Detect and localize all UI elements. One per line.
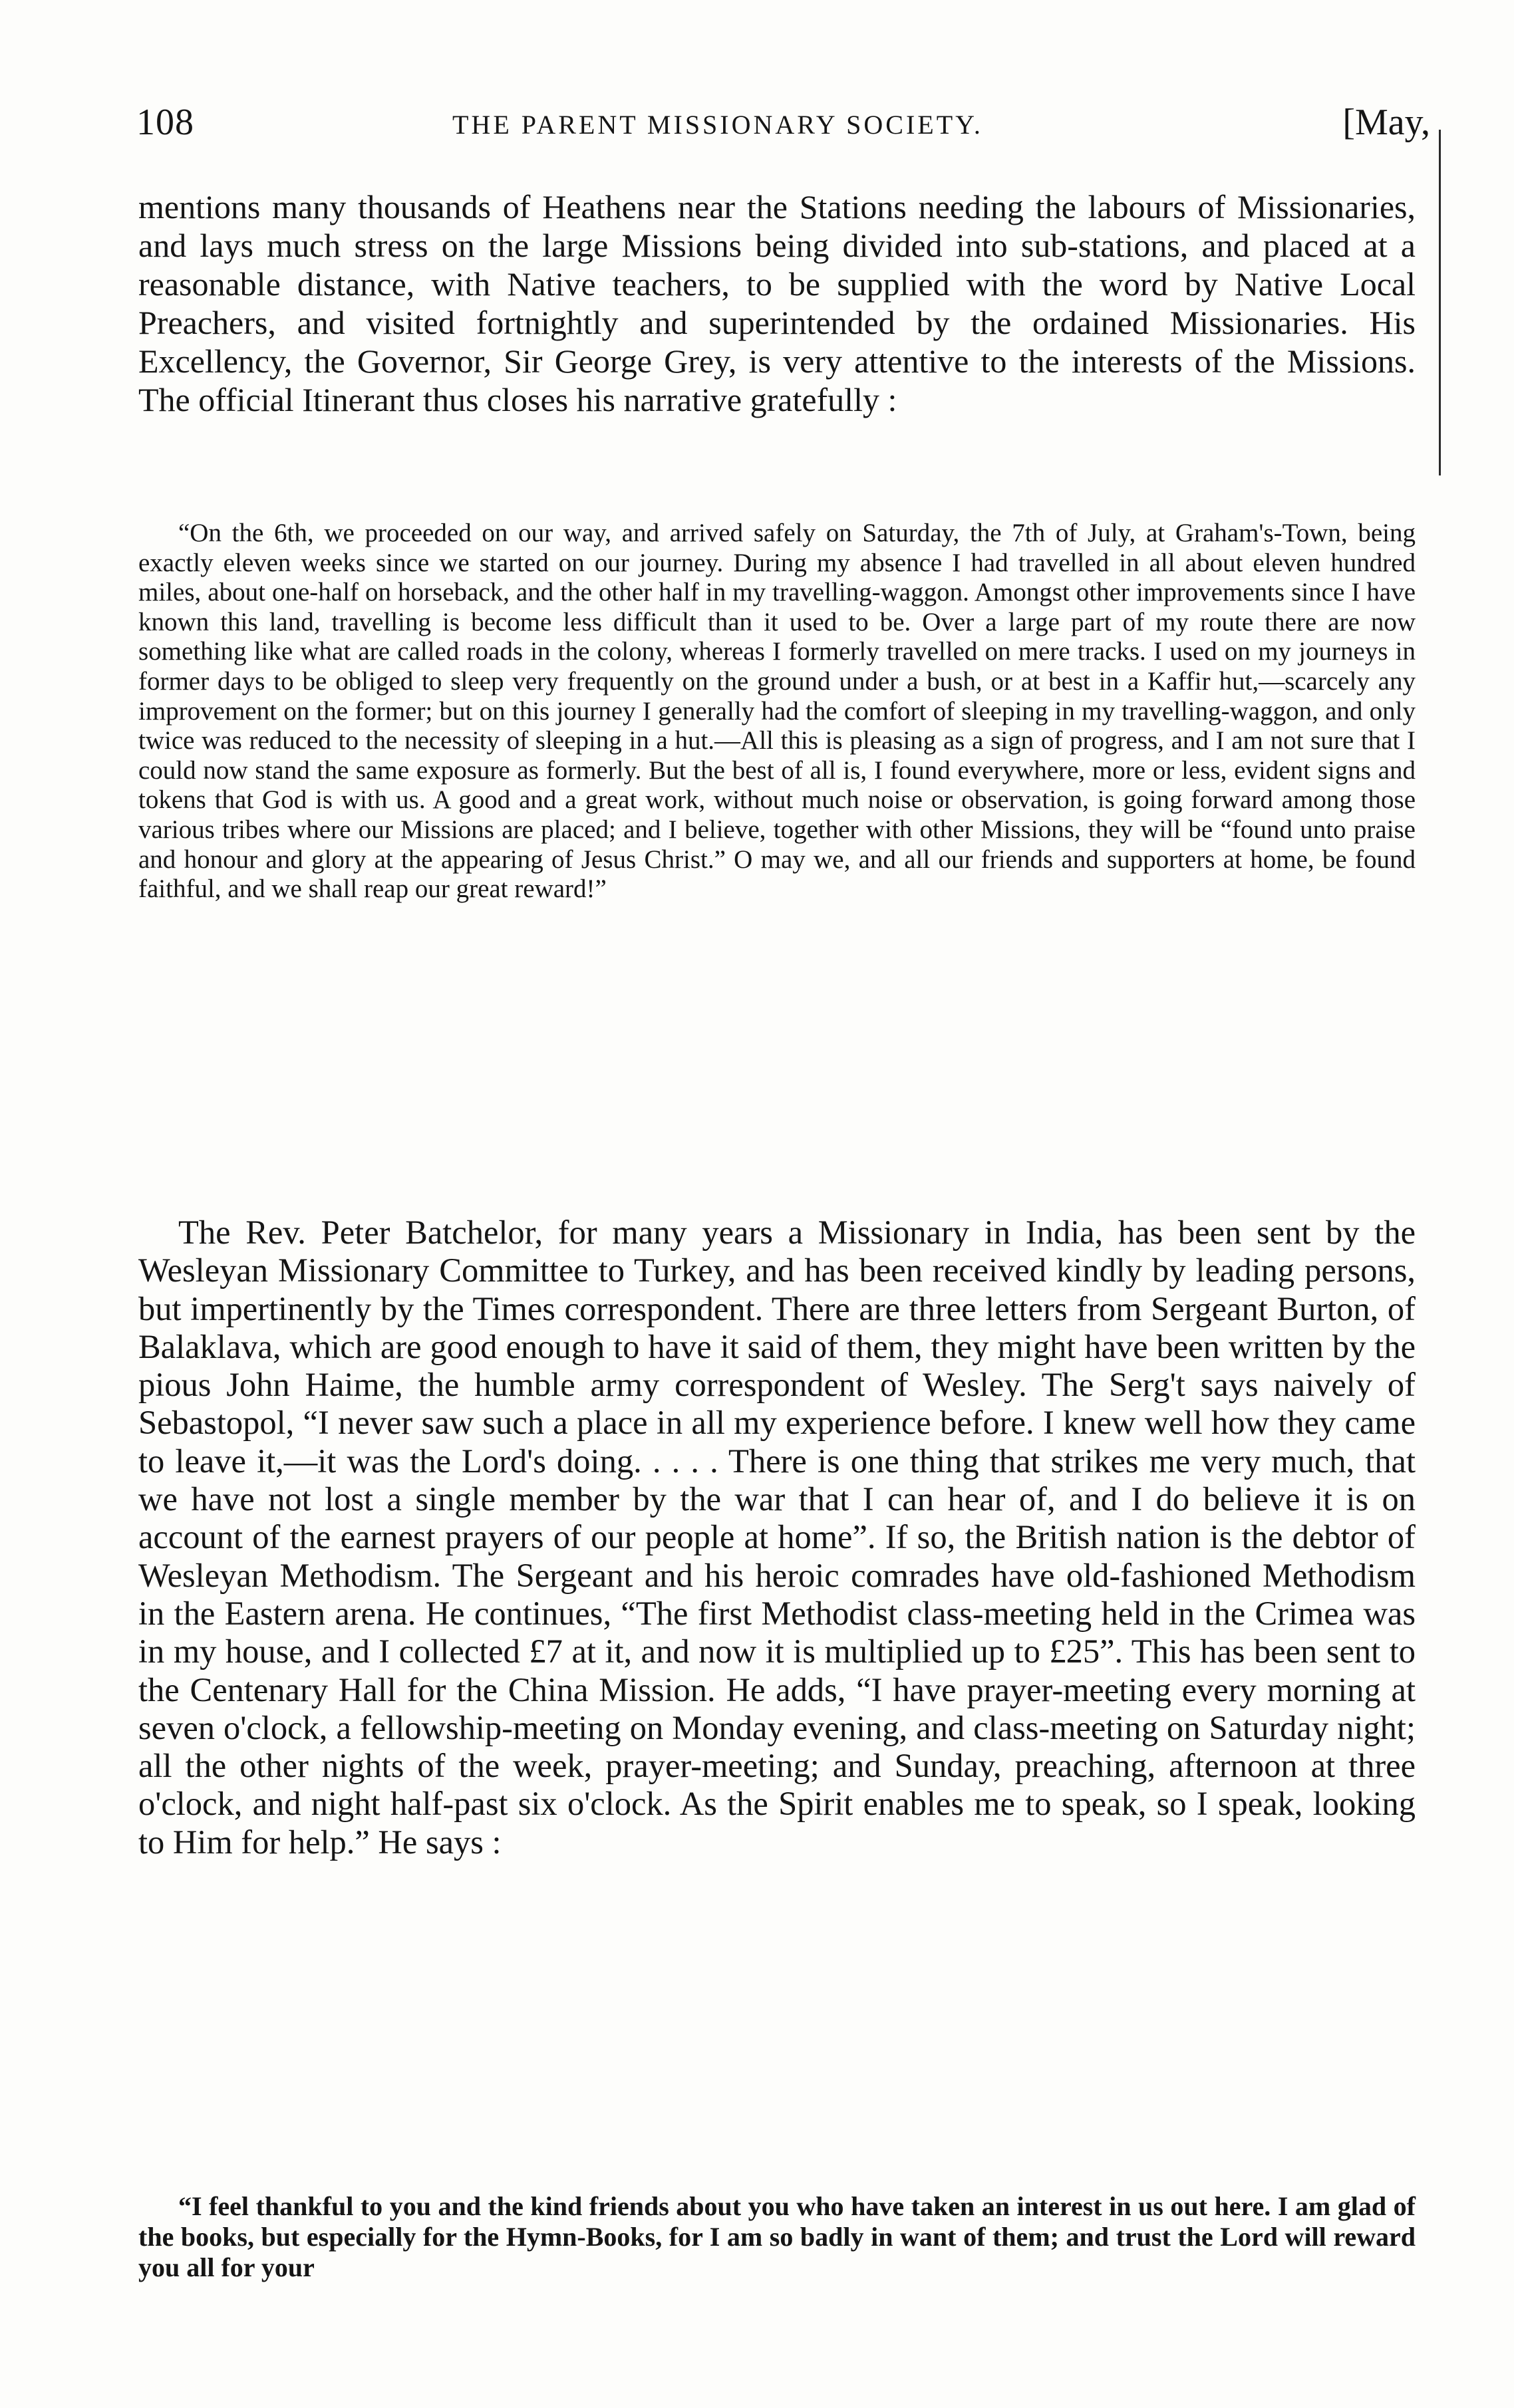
paragraph-batchelor: The Rev. Peter Batchelor, for many years a Missionary in India, has been sent by the Wesleyan Missionary Committee to Turkey, and has been received kindly by leading persons, but impertinently by the Times correspondent. There are three letters from Sergeant Burton, of Balaklava, which are good enough to have it said of them, they might have been written by the pious John Haime, the humble army correspondent of Wesley. The Serg't says naively of Sebastopol, “I never saw such a place in all my experience before. I knew well how they came to leave it,—it was the Lord's doing. . . . . There is one thing that strikes me very much, that we have not lost a single member by the war that I can hear of, and I do believe it is on account of the earnest prayers of our people at home”. If so, the British nation is the debtor of Wesleyan Methodism. The Sergeant and his heroic comrades have old-fashioned Methodism in the Eastern arena. He continues, “The first Methodist class-meeting held in the Crimea was in my house, and I collected £7 at it, and now it is multiplied up to £25”. This has been sent to the Centenary Hall for the China Mission. He adds, “I have prayer-meeting every morning at seven o'clock, a fellowship-meeting on Monday evening, and class-meeting on Saturday night; all the other nights of the week, prayer-meeting; and Sunday, preaching, afternoon at three o'clock, and night half-past six o'clock. As the Spirit enables me to speak, so I speak, looking to Him for help.” He says :: [138, 1214, 1416, 1861]
running-date: [May,: [1342, 102, 1430, 143]
block-quote-itinerant: “On the 6th, we proceeded on our way, and arrived safely on Saturday, the 7th of July, at Graham's-Town, being exactly eleven weeks since we started on our journey. During my absence I had travelled in all about eleven hundred miles, about one-half on horseback, and the other half in my travelling-waggon. Amongst other improvements since I have known this land, travelling is become less difficult than it used to be. Over a large part of my route there are now something like what are called roads in the colony, whereas I formerly travelled on mere tracks. I used on my journeys in former days to be obliged to sleep very frequently on the ground under a bush, or at best in a Kaffir hut,—scarcely any improvement on the former; but on this journey I generally had the comfort of sleeping in my travelling-waggon, and only twice was reduced to the necessity of sleeping in a hut.—All this is pleasing as a sign of progress, and I am not sure that I could now stand the same exposure as formerly. But the best of all is, I found everywhere, more or less, evident signs and tokens that God is with us. A good and a great work, without much noise or observation, is going forward among those various tribes where our Missions are placed; and I believe, together with other Missions, they will be “found unto praise and honour and glory at the appearing of Jesus Christ.” O may we, and all our friends and supporters at home, be found faithful, and we shall reap our great reward!”: [138, 519, 1416, 904]
running-title: THE PARENT MISSIONARY SOCIETY.: [452, 110, 983, 140]
block-quote-sergeant: “I feel thankful to you and the kind friends about you who have taken an interest in us out here. I am glad of the books, but especially for the Hymn-Books, for I am so badly in want of them; and trust the Lord will reward you all for your: [138, 2191, 1416, 2282]
paragraph-continued: mentions many thousands of Heathens near the Stations needing the labours of Missionaries, and lays much stress on the large Missions being divided into sub-stations, and placed at a reasonable distance, with Native teachers, to be supplied with the word by Native Local Preachers, and visited fortnightly and superintended by the ordained Missionaries. His Excellency, the Governor, Sir George Grey, is very attentive to the interests of the Missions. The official Itinerant thus closes his narrative gratefully :: [138, 188, 1416, 418]
running-header: [136, 101, 1430, 154]
page-number: 108: [136, 102, 194, 143]
page-edge-rule: [1439, 130, 1441, 475]
